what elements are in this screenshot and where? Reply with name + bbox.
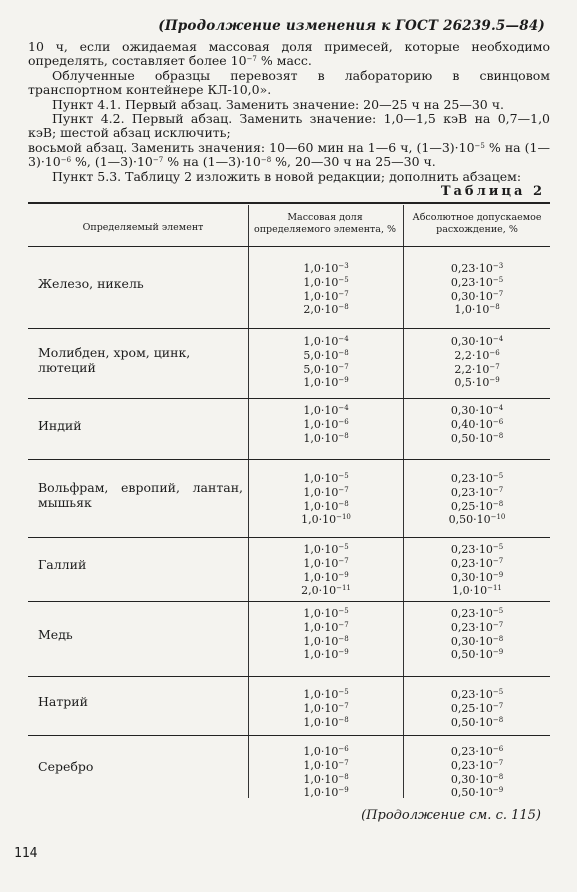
tolerance-cell: $0,23\cdot 10^{-5}$ $0,23\cdot 10^{-7}$ $0,25\cdot 10^{-8}$ $0,50\cdot 10^{-10}$	[448, 472, 506, 527]
mass-fraction-cell: $1,0\cdot 10^{-4}$ $1,0\cdot 10^{-6}$ $1,0\cdot 10^{-8}$	[303, 404, 349, 445]
row-rule	[28, 676, 550, 677]
paragraph-5: восьмой абзац. Заменить значения: 10—60 мин на 1—6 ч, $(1—3)\cdot 10^{-5}$ % на $(1—3)\cdot 10^{-6}$ %, $(1—3)\cdot 10^{-7}$ % на $(1—3)\cdot 10^{-8}$ %, 20—30 ч на 25—30 ч.	[28, 139, 550, 170]
header-rule	[28, 246, 550, 247]
element-name: Медь	[38, 627, 73, 642]
row-rule	[28, 735, 550, 736]
mass-fraction-cell: $1,0\cdot 10^{-6}$ $1,0\cdot 10^{-7}$ $1,0\cdot 10^{-8}$ $1,0\cdot 10^{-9}$	[303, 745, 349, 800]
tolerance-cell: $0,23\cdot 10^{-3}$ $0,23\cdot 10^{-5}$ $0,30\cdot 10^{-7}$ $1,0\cdot 10^{-8}$	[450, 262, 504, 317]
element-name: Железо, никель	[38, 276, 144, 291]
page-number: 114	[14, 846, 38, 861]
mass-fraction-cell: $1,0\cdot 10^{-5}$ $1,0\cdot 10^{-7}$ $1,0\cdot 10^{-8}$	[303, 688, 349, 729]
tolerance-cell: $0,23\cdot 10^{-6}$ $0,23\cdot 10^{-7}$ $0,30\cdot 10^{-8}$ $0,50\cdot 10^{-9}$	[450, 745, 504, 800]
mass-fraction-cell: $1,0\cdot 10^{-5}$ $1,0\cdot 10^{-7}$ $1,0\cdot 10^{-8}$ $1,0\cdot 10^{-10}$	[301, 472, 351, 527]
mass-fraction-cell: $1,0\cdot 10^{-5}$ $1,0\cdot 10^{-7}$ $1,0\cdot 10^{-9}$ $2,0\cdot 10^{-11}$	[301, 543, 351, 598]
element-name: Галлий	[38, 557, 87, 572]
row-rule	[28, 537, 550, 538]
tolerance-cell: $0,23\cdot 10^{-5}$ $0,25\cdot 10^{-7}$ $0,50\cdot 10^{-8}$	[450, 688, 504, 729]
element-name: Молибден, хром, цинк, лютеций	[38, 345, 191, 375]
header-tolerance: Абсолютное допускаемое расхождение, %	[412, 212, 542, 235]
paragraph-3: Пункт 4.1. Первый абзац. Заменить значение: 20—25 ч на 25—30 ч.	[52, 96, 504, 112]
body-text	[28, 40, 550, 184]
table-caption: Таблица 2	[440, 184, 545, 199]
row-rule	[28, 328, 550, 329]
header-element: Определяемый элемент	[82, 222, 204, 233]
paragraph-4: Пункт 4.2. Первый абзац. Заменить значение: 1,0—1,5 кэВ на 0,7—1,0 кэВ; шестой абзац исключить;	[28, 111, 550, 141]
paragraph-2: Облученные образцы перевозят в лабораторию в свинцовом транспортном контейнере КЛ-10,0».	[28, 67, 550, 98]
tolerance-cell: $0,23\cdot 10^{-5}$ $0,23\cdot 10^{-7}$ $0,30\cdot 10^{-9}$ $1,0\cdot 10^{-11}$	[450, 543, 504, 598]
paragraph-1: 10 ч, если ожидаемая массовая доля примесей, которые необходимо определять, составляет более $10^{-7}$ % масс.	[28, 39, 550, 69]
row-rule	[28, 398, 550, 399]
element-name: Индий	[38, 418, 82, 433]
tolerance-cell: $0,30\cdot 10^{-4}$ $2,2\cdot 10^{-6}$ $2,2\cdot 10^{-7}$ $0,5\cdot 10^{-9}$	[450, 335, 504, 390]
row-rule	[28, 601, 550, 602]
mass-fraction-cell: $1,0\cdot 10^{-5}$ $1,0\cdot 10^{-7}$ $1,0\cdot 10^{-8}$ $1,0\cdot 10^{-9}$	[303, 607, 349, 662]
paragraph-6: Пункт 5.3. Таблицу 2 изложить в новой редакции; дополнить абзацем:	[52, 168, 522, 184]
continuation-footer: (Продолжение см. с. 115)	[361, 808, 541, 823]
row-rule	[28, 459, 550, 460]
continuation-header: (Продолжение изменения к ГОСТ 26239.5—84)	[158, 18, 545, 34]
mass-fraction-cell: $1,0\cdot 10^{-3}$ $1,0\cdot 10^{-5}$ $1,0\cdot 10^{-7}$ $2,0\cdot 10^{-8}$	[303, 262, 349, 317]
element-name: Вольфрам, европий, лантан, мышьяк	[38, 480, 243, 510]
element-name: Серебро	[38, 759, 94, 774]
tolerance-cell: $0,30\cdot 10^{-4}$ $0,40\cdot 10^{-6}$ $0,50\cdot 10^{-8}$	[450, 404, 504, 445]
mass-fraction-cell: $1,0\cdot 10^{-4}$ $5,0\cdot 10^{-8}$ $5,0\cdot 10^{-7}$ $1,0\cdot 10^{-9}$	[303, 335, 349, 390]
tolerance-cell: $0,23\cdot 10^{-5}$ $0,23\cdot 10^{-7}$ $0,30\cdot 10^{-8}$ $0,50\cdot 10^{-9}$	[450, 607, 504, 662]
element-name: Натрий	[38, 694, 88, 709]
data-table	[28, 202, 550, 798]
table-top-rule	[28, 202, 550, 204]
header-mass-fraction: Массовая доля определяемого элемента, %	[254, 212, 397, 235]
